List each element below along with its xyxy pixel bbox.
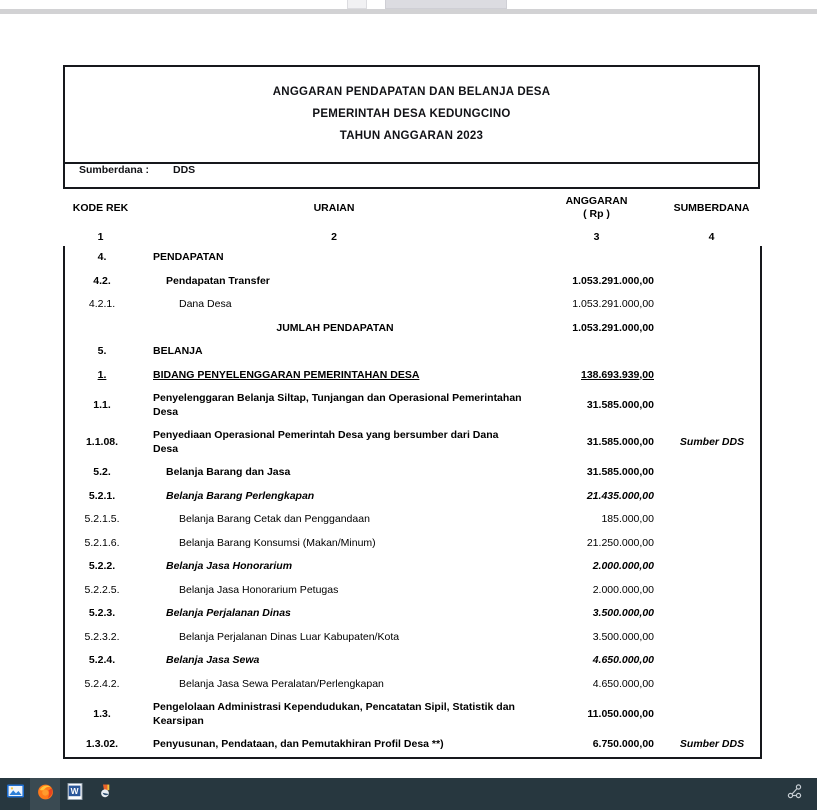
row-amount-cell-text: 2.000.000,00: [592, 560, 654, 573]
row-code-cell: [64, 602, 139, 626]
row-amount-cell-text: 6.750.000,00: [592, 738, 654, 751]
row-amount-cell: [531, 461, 664, 485]
table-row: [64, 508, 761, 532]
row-amount-cell: [531, 673, 664, 697]
table-row: [64, 626, 761, 650]
row-amount-cell-text: 11.050.000,00: [587, 708, 654, 720]
row-source-cell: [664, 293, 761, 317]
table-row: [64, 340, 761, 364]
table-row: [64, 387, 761, 424]
row-code-cell-text: 5.: [97, 345, 107, 358]
row-uraian-cell: [139, 673, 531, 697]
table-header: [63, 189, 760, 246]
row-code-cell-text: 4.2.: [93, 274, 111, 287]
row-uraian-cell-text: Belanja Jasa Honorarium Petugas: [179, 583, 339, 596]
taskbar-item-firefox[interactable]: [30, 778, 60, 810]
taskbar-item-word-document[interactable]: [60, 778, 90, 810]
row-uraian-cell-text: Belanja Jasa Sewa: [166, 654, 260, 666]
row-amount-cell-text: 4.650.000,00: [592, 677, 654, 690]
word-document-icon: [66, 782, 85, 806]
row-uraian-cell-text: Penyusunan, Pendataan, dan Pemutakhiran Profil Desa **): [153, 738, 444, 750]
sumberdana-strip: [63, 164, 760, 189]
row-amount-cell: [531, 270, 664, 294]
document-page: [0, 14, 817, 778]
row-source-cell: [664, 508, 761, 532]
row-amount-cell-text: 3.500.000,00: [592, 607, 654, 620]
row-source-cell: [664, 532, 761, 556]
row-source-cell-text: Sumber DDS: [679, 738, 745, 751]
row-source-cell: [664, 246, 761, 270]
table-row: [64, 485, 761, 509]
table-row: [64, 579, 761, 603]
taskbar-item-image-viewer[interactable]: [0, 778, 30, 810]
row-uraian-cell: [139, 364, 531, 388]
row-code-cell: [64, 649, 139, 673]
row-code-cell: [64, 626, 139, 650]
header-number-2: 2: [331, 230, 337, 243]
row-uraian-cell-text: Belanja Jasa Honorarium: [166, 560, 293, 572]
row-code-cell-text: 1.3.: [93, 708, 111, 720]
row-uraian-cell-text: Pendapatan Transfer: [166, 274, 270, 287]
table-row: [64, 649, 761, 673]
row-amount-cell: [531, 317, 664, 341]
row-amount-cell: [531, 626, 664, 650]
row-amount-cell: [531, 364, 664, 388]
taskbar: [0, 778, 817, 810]
row-source-cell: [664, 340, 761, 364]
row-amount-cell-text: 1.053.291.000,00: [572, 274, 654, 287]
row-source-cell: [664, 461, 761, 485]
row-amount-cell: [531, 246, 664, 270]
header-anggaran-line1: ANGGARAN: [565, 195, 628, 207]
image-viewer-icon: [6, 782, 25, 806]
row-code-cell-text: 5.2.4.: [88, 654, 116, 667]
row-amount-cell-text: 31.585.000,00: [586, 436, 654, 448]
table-row: [64, 532, 761, 556]
row-uraian-cell: [139, 485, 531, 509]
row-uraian-cell: [139, 246, 531, 270]
row-amount-cell: [531, 424, 664, 461]
row-amount-cell-text: 1.053.291.000,00: [572, 321, 654, 334]
row-source-cell: [664, 649, 761, 673]
row-uraian-cell-text: Belanja Barang dan Jasa: [166, 466, 291, 478]
row-uraian-cell: [139, 555, 531, 579]
row-code-cell-text: 5.2.: [93, 466, 111, 479]
row-amount-cell-text: 4.650.000,00: [592, 654, 654, 667]
row-code-cell: [64, 270, 139, 294]
row-uraian-cell: [139, 649, 531, 673]
row-amount-cell: [531, 532, 664, 556]
table-row: [64, 246, 761, 270]
row-code-cell-text: 4.: [97, 251, 107, 264]
row-amount-cell: [531, 387, 664, 424]
row-uraian-cell: [139, 532, 531, 556]
row-uraian-cell: [139, 508, 531, 532]
row-code-cell-text: 1.: [97, 368, 107, 381]
row-uraian-cell: [139, 293, 531, 317]
row-code-cell: [64, 508, 139, 532]
row-code-cell: [64, 555, 139, 579]
table-row: [64, 696, 761, 733]
row-uraian-cell: [139, 270, 531, 294]
header-row-numbers: [63, 227, 760, 246]
row-source-cell: [664, 364, 761, 388]
header-number-1: 1: [97, 230, 104, 243]
row-code-cell: [64, 532, 139, 556]
table-row: [64, 293, 761, 317]
table-row: [64, 602, 761, 626]
row-code-cell: [64, 293, 139, 317]
row-source-cell: [664, 602, 761, 626]
row-uraian-cell-text: Belanja Barang Konsumsi (Makan/Minum): [179, 536, 376, 549]
row-uraian-cell-text: Dana Desa: [179, 298, 232, 310]
row-source-cell: [664, 555, 761, 579]
row-code-cell: [64, 461, 139, 485]
row-uraian-cell-text: Belanja Barang Perlengkapan: [166, 489, 315, 502]
row-uraian-cell-text: Belanja Perjalanan Dinas Luar Kabupaten/Kota: [179, 630, 400, 643]
row-code-cell: [64, 579, 139, 603]
row-code-cell: [64, 673, 139, 697]
row-source-cell: [664, 673, 761, 697]
row-amount-cell-text: 2.000.000,00: [592, 583, 654, 596]
sumberdana-label: Sumberdana :: [79, 164, 150, 176]
taskbar-tray: [786, 783, 817, 805]
table-body: [63, 246, 762, 759]
row-code-cell: [64, 364, 139, 388]
row-uraian-cell: [139, 602, 531, 626]
header-kode-rek: KODE REK: [72, 201, 129, 214]
row-code-cell-text: 1.3.02.: [85, 738, 119, 751]
row-uraian-cell: [139, 387, 531, 424]
row-amount-cell: [531, 340, 664, 364]
svg-text:W: W: [70, 785, 79, 796]
sumberdana-value: DDS: [173, 164, 196, 176]
row-uraian-cell: [139, 626, 531, 650]
row-uraian-cell: [139, 579, 531, 603]
document-title-line-2: PEMERINTAH DESA KEDUNGCINO: [312, 108, 511, 120]
row-source-cell: [664, 733, 761, 758]
row-amount-cell-text: 21.435.000,00: [586, 489, 654, 502]
row-source-cell: [664, 626, 761, 650]
row-source-cell-text: Sumber DDS: [679, 436, 745, 448]
row-amount-cell-text: 3.500.000,00: [592, 630, 654, 643]
header-sumberdana: SUMBERDANA: [673, 201, 750, 214]
row-code-cell: [64, 733, 139, 758]
row-code-cell-text: 5.2.2.5.: [84, 583, 120, 596]
row-code-cell: [64, 485, 139, 509]
row-code-cell-text: 1.1.: [93, 399, 111, 411]
header-anggaran-line2: ( Rp ): [583, 208, 610, 220]
row-uraian-cell: [139, 340, 531, 364]
table-row: [64, 317, 761, 341]
table-row: [64, 461, 761, 485]
row-code-cell-text: 5.2.1.6.: [84, 536, 120, 549]
table-row: [64, 424, 761, 461]
row-amount-cell-text: 31.585.000,00: [586, 466, 654, 479]
row-code-cell-text: 1.1.08.: [85, 436, 119, 448]
row-code-cell-text: 5.2.2.: [88, 560, 116, 573]
row-uraian-cell-text: PENDAPATAN: [153, 251, 224, 263]
row-amount-cell: [531, 508, 664, 532]
row-amount-cell-text: 138.693.939,00: [581, 368, 654, 381]
row-amount-cell: [531, 555, 664, 579]
row-code-cell: [64, 387, 139, 424]
document-title-line-3: TAHUN ANGGARAN 2023: [339, 130, 484, 142]
header-row-titles: [63, 189, 760, 227]
row-source-cell: [664, 424, 761, 461]
row-amount-cell: [531, 579, 664, 603]
chrome-toolbar-button[interactable]: [347, 0, 367, 9]
row-amount-cell: [531, 649, 664, 673]
row-uraian-cell-text: JUMLAH PENDAPATAN: [276, 321, 394, 334]
row-uraian-cell: [139, 461, 531, 485]
row-amount-cell: [531, 733, 664, 758]
row-code-cell-text: 5.2.3.2.: [84, 630, 120, 643]
row-uraian-cell: [139, 696, 531, 733]
app-chrome-strip: [0, 0, 817, 14]
row-uraian-cell-text: Belanja Perjalanan Dinas: [166, 607, 291, 619]
apbdes-document-table: [63, 65, 760, 759]
row-code-cell-text: 5.2.1.: [88, 489, 116, 502]
row-uraian-cell-text: Penyediaan Operasional Pemerintah Desa yang bersumber dari Dana Desa: [153, 429, 499, 455]
row-amount-cell-text: 185.000,00: [601, 513, 654, 526]
row-uraian-cell: [139, 424, 531, 461]
row-uraian-cell-text: Belanja Barang Cetak dan Penggandaan: [179, 513, 370, 525]
row-amount-cell-text: 31.585.000,00: [586, 399, 654, 411]
table-row: [64, 733, 761, 758]
header-anggaran: [530, 189, 663, 227]
row-source-cell: [664, 387, 761, 424]
row-uraian-cell: [139, 317, 531, 341]
network-share-icon[interactable]: [786, 783, 803, 805]
table-row: [64, 270, 761, 294]
row-code-cell: [64, 246, 139, 270]
row-uraian-cell-text: Pengelolaan Administrasi Kependudukan, Pencatatan Sipil, Statistik dan Kearsipan: [153, 701, 515, 727]
row-amount-cell: [531, 485, 664, 509]
row-code-cell: [64, 317, 139, 341]
table-row: [64, 364, 761, 388]
table-row: [64, 555, 761, 579]
row-code-cell: [64, 696, 139, 733]
row-source-cell: [664, 270, 761, 294]
row-code-cell: [64, 340, 139, 364]
row-source-cell: [664, 696, 761, 733]
row-uraian-cell-text: Penyelenggaran Belanja Siltap, Tunjangan dan Operasional Pemerintahan Desa: [153, 392, 522, 418]
row-code-cell-text: 5.2.1.5.: [84, 513, 120, 526]
row-uraian-cell-text: BIDANG PENYELENGGARAN PEMERINTAHAN DESA: [153, 368, 420, 381]
header-uraian: URAIAN: [313, 201, 355, 214]
row-uraian-cell-text: Belanja Jasa Sewa Peralatan/Perlengkapan: [179, 677, 384, 690]
row-uraian-cell: [139, 733, 531, 758]
firefox-icon: [36, 782, 55, 806]
row-code-cell-text: 5.2.4.2.: [84, 677, 120, 690]
wine-app-icon: [96, 782, 115, 806]
row-code-cell-text: 4.2.1.: [88, 298, 116, 311]
table-row: [64, 673, 761, 697]
row-amount-cell: [531, 602, 664, 626]
row-amount-cell-text: 21.250.000,00: [586, 536, 654, 549]
taskbar-items: [0, 778, 120, 810]
row-source-cell: [664, 317, 761, 341]
chrome-toolbar-field[interactable]: [385, 0, 507, 9]
header-number-4: 4: [708, 230, 715, 243]
taskbar-item-wine-app[interactable]: [90, 778, 120, 810]
document-title-block: [63, 65, 760, 164]
row-code-cell: [64, 424, 139, 461]
row-uraian-cell-text: BELANJA: [153, 345, 203, 357]
row-source-cell: [664, 579, 761, 603]
row-amount-cell-text: 1.053.291.000,00: [572, 298, 654, 311]
row-amount-cell: [531, 696, 664, 733]
row-source-cell: [664, 485, 761, 509]
header-number-3: 3: [593, 230, 600, 243]
document-title-line-1: ANGGARAN PENDAPATAN DAN BELANJA DESA: [272, 86, 551, 98]
row-code-cell-text: 5.2.3.: [88, 607, 116, 620]
row-amount-cell: [531, 293, 664, 317]
